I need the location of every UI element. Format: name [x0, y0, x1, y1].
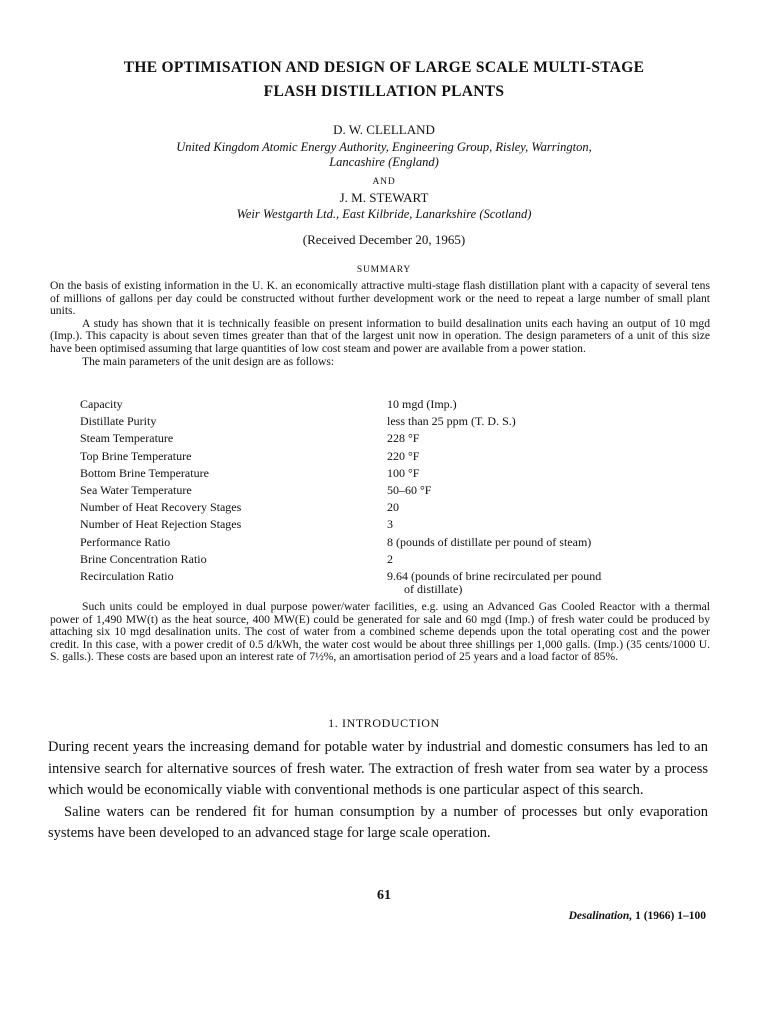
parameter-value: less than 25 ppm (T. D. S.) — [387, 414, 516, 429]
parameter-row — [80, 466, 700, 483]
parameter-value: 228 °F — [387, 431, 420, 446]
introduction-body — [48, 737, 708, 845]
parameter-row — [80, 397, 700, 414]
summary-paragraph-2: A study has shown that it is technically feasible on present information to build desalination units each having an output of 10 mgd (Imp.). This capacity is about seven times greater than that of the largest unit now in operation. The design parameters of a unit of this size have been optimised assuming that large quantities of low cost steam and power are available from a power station. — [50, 316, 710, 355]
parameter-value: 9.64 (pounds of brine recirculated per pound — [387, 568, 602, 583]
summary-conclusion — [50, 601, 710, 664]
parameter-value: 8 (pounds of distillate per pound of steam) — [387, 534, 592, 549]
parameter-label: Performance Ratio — [80, 534, 171, 549]
received-date: (Received December 20, 1965) — [302, 232, 466, 247]
parameter-row — [80, 517, 700, 534]
parameter-row — [80, 568, 700, 596]
summary-paragraph-1: On the basis of existing information in the U. K. an economically attractive multi-stage flash distillation plant with a capacity of several tens of millions of gallons per day could be constructed without further development work or the need to repeat a large number of small plant units. — [50, 279, 710, 318]
parameter-value: 220 °F — [387, 448, 420, 463]
parameter-row — [80, 483, 700, 500]
parameter-row — [80, 500, 700, 517]
author-1-affiliation — [80, 140, 688, 170]
journal-citation — [569, 910, 706, 922]
title-line-2: FLASH DISTILLATION PLANTS — [263, 83, 505, 100]
parameter-value: 3 — [387, 517, 393, 532]
introduction-paragraph-1: During recent years the increasing demand for potable water by industrial and domestic consumers has led to an intensive search for alternative sources of fresh water. The extraction of fresh water from sea water by a process which would be economically viable with conventional methods is one particular aspect of this search. — [48, 739, 708, 798]
parameter-value: 100 °F — [387, 465, 420, 480]
journal-volume: 1 (1966) 1–100 — [635, 910, 706, 922]
page-number: 61 — [377, 888, 391, 903]
author-1-name: D. W. CLELLAND — [333, 122, 435, 137]
title-line-1: THE OPTIMISATION AND DESIGN OF LARGE SCALE MULTI-STAGE — [123, 59, 645, 76]
parameter-label: Top Brine Temperature — [80, 448, 192, 463]
parameter-value: 20 — [387, 500, 399, 515]
parameter-label: Capacity — [80, 397, 123, 411]
parameter-row — [80, 552, 700, 569]
parameter-row — [80, 431, 700, 448]
parameter-value: 2 — [387, 551, 393, 566]
paper-title — [40, 56, 728, 104]
parameter-label: Sea Water Temperature — [80, 482, 192, 497]
parameter-label: Number of Heat Recovery Stages — [80, 500, 242, 515]
parameter-label: Steam Temperature — [80, 431, 174, 446]
parameter-label: Distillate Purity — [80, 414, 157, 429]
parameter-row — [80, 449, 700, 466]
parameter-label: Number of Heat Rejection Stages — [80, 517, 242, 532]
parameter-value-continuation: of distillate) — [404, 581, 463, 596]
parameter-label: Bottom Brine Temperature — [80, 465, 209, 480]
summary-paragraph-4: Such units could be employed in dual purpose power/water facilities, e.g. using an Advanced Gas Cooled Reactor with a thermal power of 1,490 MW(t) as the heat source, 400 MW(E) could be generated for sale and 60 mgd (Imp.) of fresh water could be produced by attaching six 10 mgd desalination units. The cost of water from a combined scheme depends upon the total operating cost and the power credit. In this case, with a power credit of 0.5 d/kWh, the water cost would be about three shillings per 1,000 galls. (Imp.) (35 cents/1000 U. S. galls.). These costs are based upon an interest rate of 7½%, an amortisation period of 25 years and a load factor of 85%. — [50, 600, 710, 664]
author-2-name: J. M. STEWART — [339, 190, 429, 205]
author-1-affiliation-line-1: United Kingdom Atomic Energy Authority, Engineering Group, Risley, Warrington, — [176, 140, 592, 154]
summary-paragraph-3: The main parameters of the unit design are as follows: — [82, 354, 335, 368]
parameter-label: Brine Concentration Ratio — [80, 551, 207, 566]
author-1-affiliation-line-2: Lancashire (England) — [329, 155, 439, 169]
author-2-affiliation: Weir Westgarth Ltd., East Kilbride, Lanarkshire (Scotland) — [236, 207, 532, 221]
summary-body — [50, 280, 710, 368]
parameter-label: Recirculation Ratio — [80, 568, 174, 583]
summary-heading: SUMMARY — [356, 265, 412, 275]
introduction-heading: 1. INTRODUCTION — [328, 716, 440, 730]
parameter-row — [80, 535, 700, 552]
parameter-table — [80, 397, 700, 596]
parameter-value: 10 mgd (Imp.) — [387, 397, 457, 411]
journal-name: Desalination, — [568, 910, 633, 922]
parameter-value: 50–60 °F — [387, 482, 432, 497]
introduction-paragraph-2: Saline waters can be rendered fit for human consumption by a number of processes but only evaporation systems have been developed to an advanced stage for large scale operation. — [48, 803, 708, 841]
parameter-row — [80, 414, 700, 431]
and-separator: AND — [372, 177, 396, 187]
